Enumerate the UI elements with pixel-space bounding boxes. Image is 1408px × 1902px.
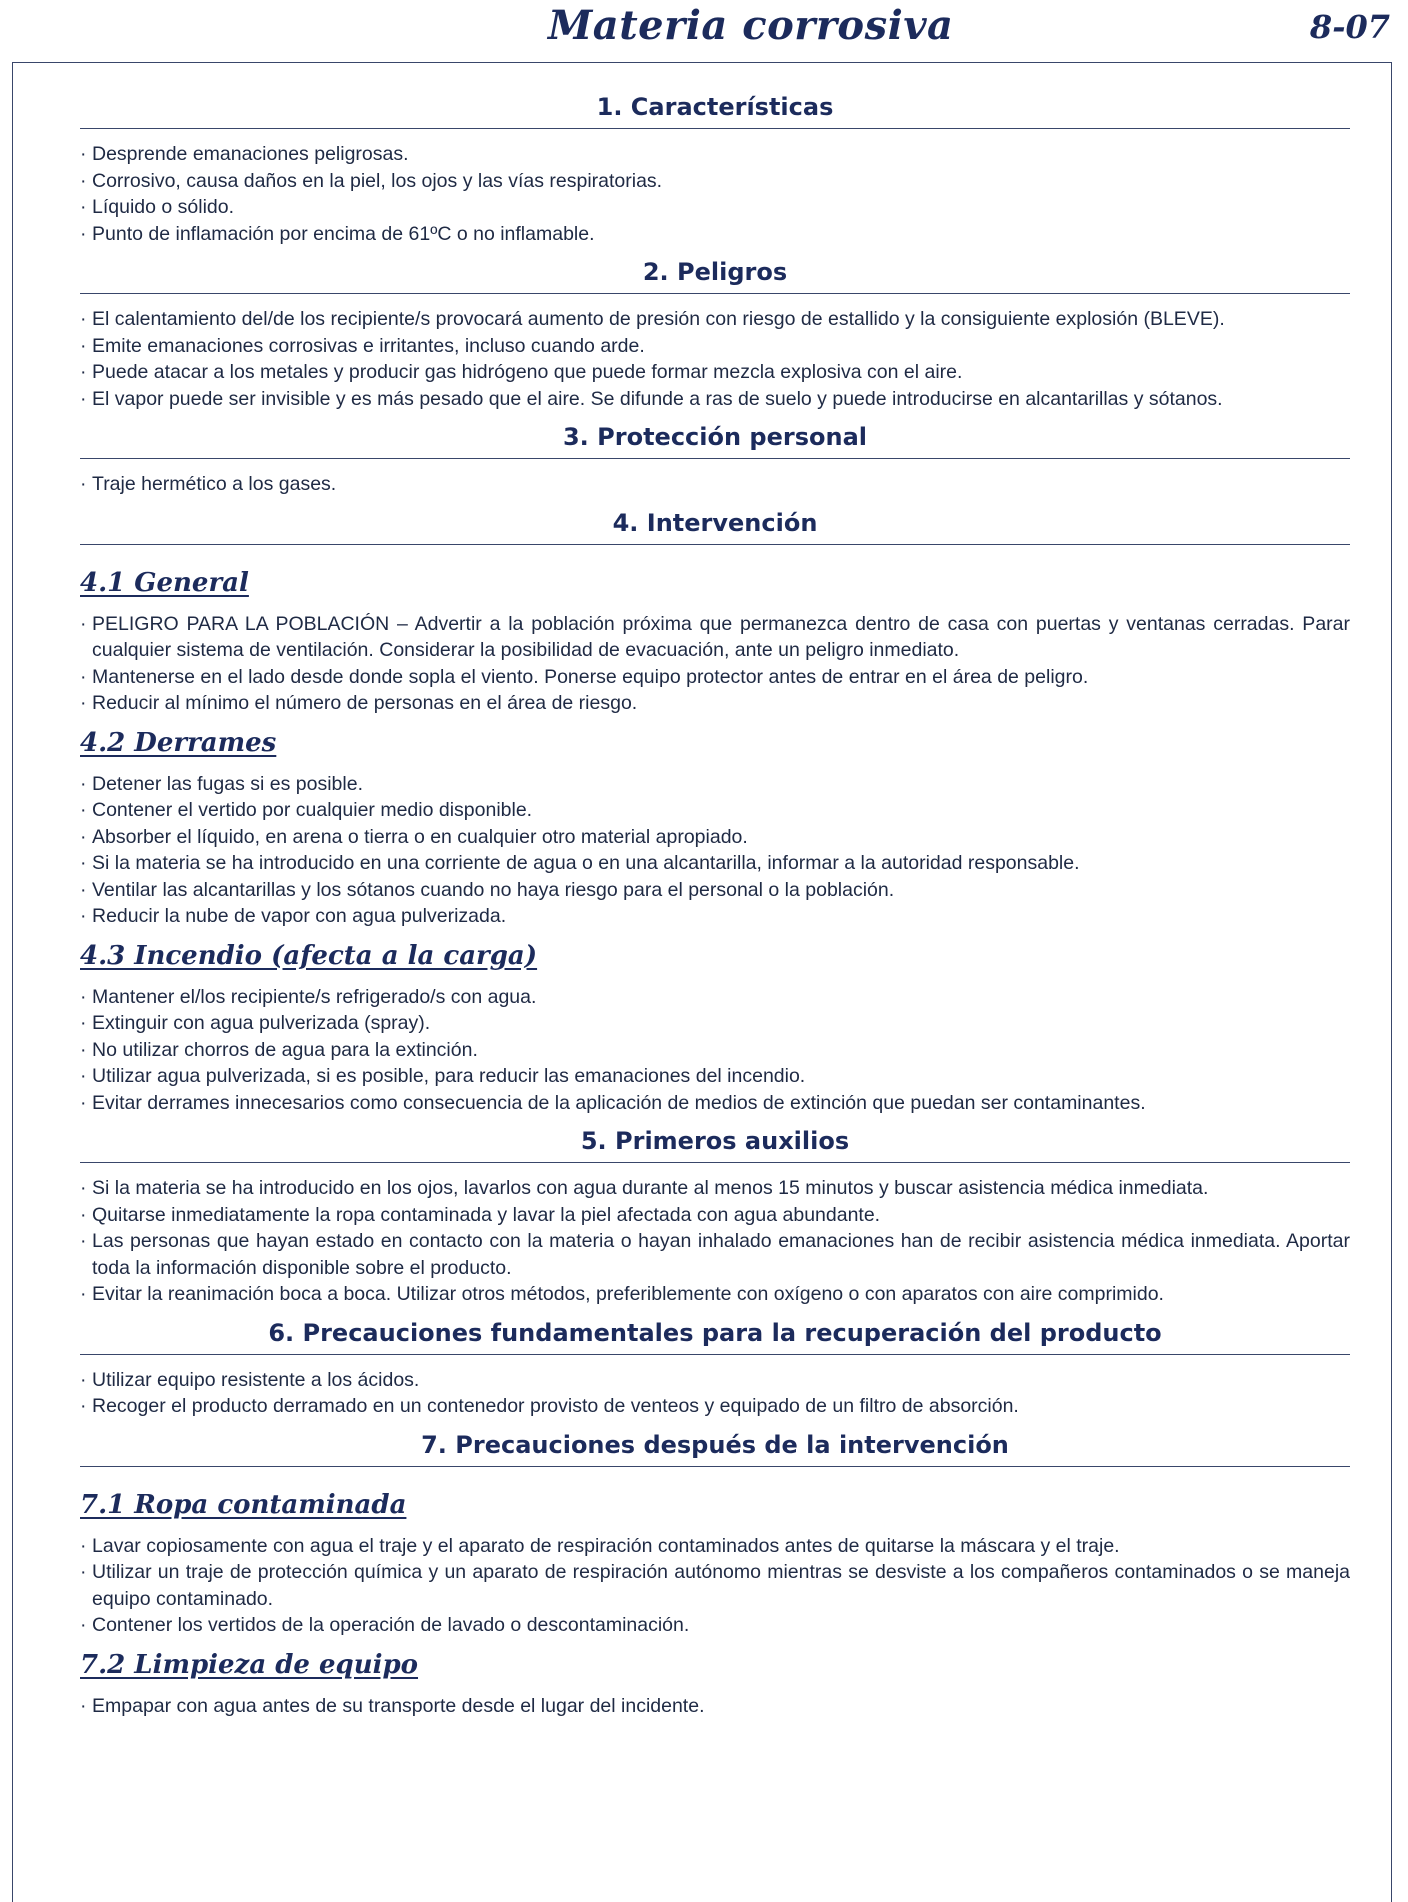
subsection-heading: 7.2 Limpieza de equipo — [80, 1649, 419, 1680]
section-precauciones-despues — [80, 1430, 1350, 1720]
list-item: · Lavar copiosamente con agua el traje y el aparato de respiración contaminados antes de quitarse la máscara y el traje. — [80, 1533, 1350, 1560]
list-item: · Detener las fugas si es posible. — [80, 771, 1350, 798]
section-heading: 2. Peligros — [80, 257, 1350, 294]
section-caracteristicas — [80, 92, 1350, 247]
bullet-list — [80, 141, 1350, 247]
list-item: · Mantener el/los recipiente/s refrigerado/s con agua. — [80, 984, 1350, 1011]
section-primeros-auxilios — [80, 1126, 1350, 1308]
document-body — [80, 92, 1350, 1729]
page-title: Materia corrosiva — [548, 2, 954, 49]
list-item: · Las personas que hayan estado en contacto con la materia o hayan inhalado emanaciones han de recibir asistencia médica inmediata. Aportar toda la información disponible sobre el producto. — [80, 1228, 1350, 1281]
list-item: · No utilizar chorros de agua para la extinción. — [80, 1037, 1350, 1064]
list-item: · El vapor puede ser invisible y es más pesado que el aire. Se difunde a ras de suelo y puede introducirse en alcantarillas y sótanos. — [80, 386, 1350, 413]
list-item: · Si la materia se ha introducido en una corriente de agua o en una alcantarilla, informar a la autoridad responsable. — [80, 850, 1350, 877]
section-heading: 4. Intervención — [80, 508, 1350, 545]
list-item: · Contener el vertido por cualquier medio disponible. — [80, 797, 1350, 824]
list-item: · Evitar derrames innecesarios como consecuencia de la aplicación de medios de extinción que puedan ser contaminantes. — [80, 1090, 1350, 1117]
subsection-heading: 7.1 Ropa contaminada — [80, 1489, 407, 1520]
list-item: · Si la materia se ha introducido en los ojos, lavarlos con agua durante al menos 15 minutos y buscar asistencia médica inmediata. — [80, 1175, 1350, 1202]
bullet-list — [80, 1175, 1350, 1308]
subsection-heading: 4.3 Incendio (afecta a la carga) — [80, 940, 538, 971]
list-item: · Ventilar las alcantarillas y los sótanos cuando no haya riesgo para el personal o la población. — [80, 877, 1350, 904]
section-heading: 3. Protección personal — [80, 422, 1350, 459]
list-item: · El calentamiento del/de los recipiente/s provocará aumento de presión con riesgo de estallido y la consiguiente explosión (BLEVE). — [80, 306, 1350, 333]
list-item: · Recoger el producto derramado en un contenedor provisto de venteos y equipado de un filtro de absorción. — [80, 1393, 1350, 1420]
bullet-list — [80, 471, 1350, 498]
bullet-list — [80, 1533, 1350, 1639]
page-code: 8-07 — [1309, 8, 1390, 46]
bullet-list — [80, 611, 1350, 717]
subsection-heading: 4.2 Derrames — [80, 727, 277, 758]
section-heading: 1. Características — [80, 92, 1350, 129]
subsection-heading: 4.1 General — [80, 567, 249, 598]
section-precauciones-recuperacion — [80, 1318, 1350, 1420]
list-item: · Evitar la reanimación boca a boca. Utilizar otros métodos, preferiblemente con oxígeno o con aparatos con aire comprimido. — [80, 1281, 1350, 1308]
page-header — [0, 0, 1408, 56]
list-item: · Corrosivo, causa daños en la piel, los ojos y las vías respiratorias. — [80, 168, 1350, 195]
section-heading: 6. Precauciones fundamentales para la recuperación del producto — [80, 1318, 1350, 1355]
bullet-list — [80, 771, 1350, 930]
bullet-list — [80, 306, 1350, 412]
section-heading: 5. Primeros auxilios — [80, 1126, 1350, 1163]
bullet-list — [80, 1693, 1350, 1720]
section-heading: 7. Precauciones después de la intervención — [80, 1430, 1350, 1467]
list-item: · Quitarse inmediatamente la ropa contaminada y lavar la piel afectada con agua abundante. — [80, 1202, 1350, 1229]
section-proteccion-personal — [80, 422, 1350, 498]
list-item: · Absorber el líquido, en arena o tierra o en cualquier otro material apropiado. — [80, 824, 1350, 851]
list-item: · Reducir al mínimo el número de personas en el área de riesgo. — [80, 690, 1350, 717]
list-item: · Desprende emanaciones peligrosas. — [80, 141, 1350, 168]
list-item: · Líquido o sólido. — [80, 194, 1350, 221]
list-item: · Utilizar un traje de protección química y un aparato de respiración autónomo mientras se desviste a los compañeros contaminados o se maneja equipo contaminado. — [80, 1559, 1350, 1612]
list-item: · Contener los vertidos de la operación de lavado o descontaminación. — [80, 1612, 1350, 1639]
list-item: · Mantenerse en el lado desde donde sopla el viento. Ponerse equipo protector antes de entrar en el área de peligro. — [80, 664, 1350, 691]
list-item: · Empapar con agua antes de su transporte desde el lugar del incidente. — [80, 1693, 1350, 1720]
list-item: · PELIGRO PARA LA POBLACIÓN – Advertir a la población próxima que permanezca dentro de casa con puertas y ventanas cerradas. Parar cualquier sistema de ventilación. Considerar la posibilidad de evacuación, ante un peligro inmediato. — [80, 611, 1350, 664]
list-item: · Emite emanaciones corrosivas e irritantes, incluso cuando arde. — [80, 333, 1350, 360]
list-item: · Reducir la nube de vapor con agua pulverizada. — [80, 903, 1350, 930]
section-peligros — [80, 257, 1350, 412]
section-intervencion — [80, 508, 1350, 1117]
list-item: · Utilizar equipo resistente a los ácidos. — [80, 1367, 1350, 1394]
bullet-list — [80, 984, 1350, 1117]
list-item: · Punto de inflamación por encima de 61ºC o no inflamable. — [80, 221, 1350, 248]
list-item: · Traje hermético a los gases. — [80, 471, 1350, 498]
list-item: · Utilizar agua pulverizada, si es posible, para reducir las emanaciones del incendio. — [80, 1063, 1350, 1090]
list-item: · Extinguir con agua pulverizada (spray). — [80, 1010, 1350, 1037]
list-item: · Puede atacar a los metales y producir gas hidrógeno que puede formar mezcla explosiva con el aire. — [80, 359, 1350, 386]
bullet-list — [80, 1367, 1350, 1420]
